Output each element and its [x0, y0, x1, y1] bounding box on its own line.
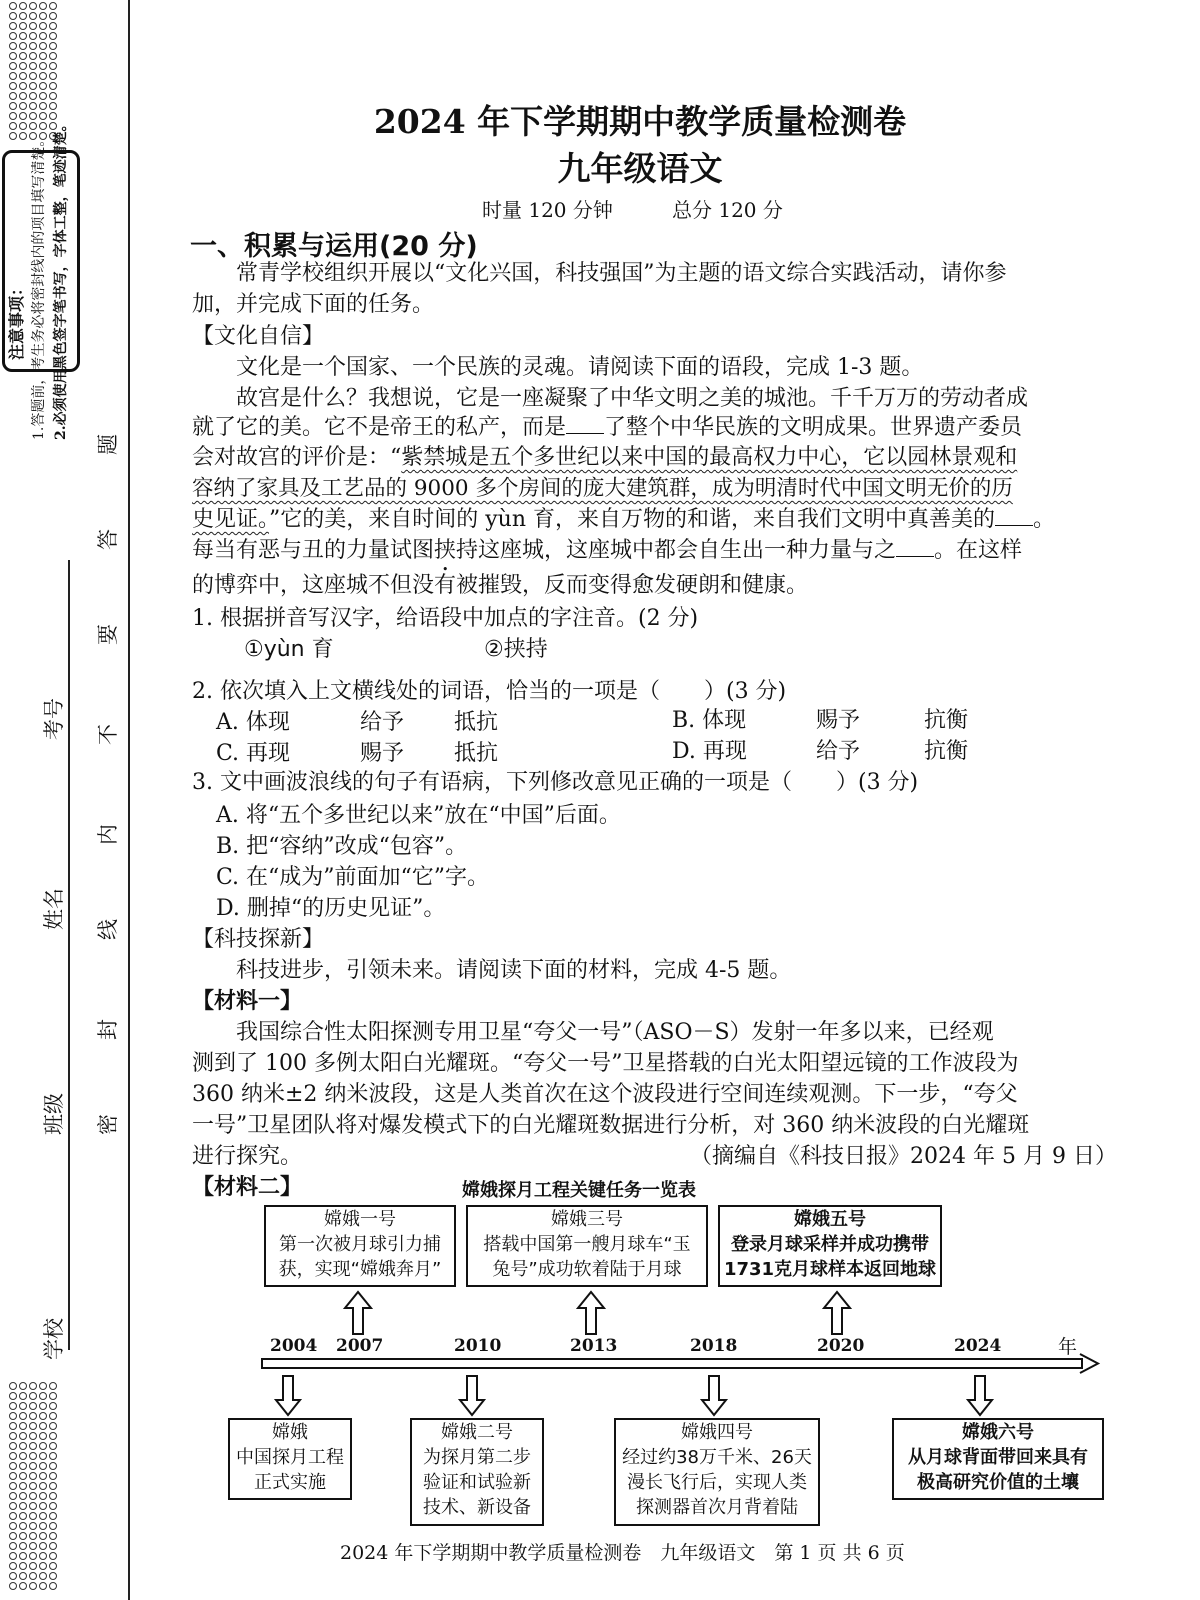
material-1-line: 360 纳米±2 纳米波段，这是人类首次在这个波段进行空间连续观测。下一步，“夸父 [192, 1082, 1018, 1107]
q2-option-b[interactable]: B. 体现 赐予 抗衡 [672, 708, 969, 733]
wavy-sentence: 容纳了家具及工艺品的 9000 多个房间的庞大建筑群，成为明清时代中国文明无价的历 [192, 476, 1013, 501]
question-2: 2. 依次填入上文横线处的词语，恰当的一项是（ ）(3 分) [192, 679, 787, 704]
section-heading: 一、积累与运用(20 分) [190, 231, 478, 262]
timeline-year: 2018 [690, 1336, 738, 1356]
q2-option-a[interactable]: A. 体现 给予 抵抗 [216, 710, 499, 735]
seal-char: 题 [96, 434, 120, 455]
mission-box-chang-e-5: 嫦娥五号 登录月球采样并成功携带 1731克月球样本返回地球 [718, 1205, 942, 1287]
timeline-year: 2013 [570, 1336, 618, 1356]
material-1-line: 我国综合性太阳探测专用卫星“夸父一号”（ASO－S）发射一年多以来，已经观 [236, 1020, 994, 1045]
field-class-label: 班级 [42, 1093, 66, 1135]
notice-title: 注意事项： [7, 279, 26, 360]
arrow-down-icon [276, 1376, 992, 1415]
wavy-sentence: 紫禁城是五个多世纪以来中国的最高权力中心，它以园林景观和 [401, 445, 1018, 470]
field-exam-no-label: 考号 [42, 698, 66, 740]
exam-time: 时量 120 分钟 [482, 198, 613, 222]
passage-line: 故宫是什么？我想说，它是一座凝聚了中华文明之美的城池。千千万万的劳动者成 [236, 386, 1029, 411]
mission-box-chang-e-6: 嫦娥六号 从月球背面带回来具有 极高研究价值的土壤 [892, 1418, 1104, 1500]
timeline-year: 2010 [454, 1336, 502, 1356]
intro-line: 加，并完成下面的任务。 [192, 292, 435, 317]
question-1: 1. 根据拼音写汉字，给语段中加点的字注音。(2 分) [192, 606, 699, 631]
mission-box-chang-e: 嫦娥 中国探月工程 正式实施 [228, 1418, 352, 1500]
subsection-tag: 【科技探新】 [192, 927, 325, 952]
passage-line: 史见证。”它的美，来自时间的 yùn 育，来自万物的和谐，来自我们文明中真善美的 。 [192, 507, 1056, 532]
passage-line: 每当有恶与丑的力量试图挟持这座城，这座城中都会自生出一种力量与之 。在这样 [192, 538, 1023, 563]
timeline-year: 2007 [336, 1336, 384, 1356]
timeline-year: 2024 [954, 1336, 1002, 1356]
exam-title: 2024 年下学期期中教学质量检测卷 [373, 102, 907, 141]
q2-option-d[interactable]: D. 再现 给予 抗衡 [672, 739, 969, 764]
passage-line: 的博弈中，这座城不但没有被摧毁，反而变得愈发硬朗和健康。 [192, 573, 809, 598]
question-3: 3. 文中画波浪线的句子有语病，下列修改意见正确的一项是（ ）(3 分) [192, 770, 919, 795]
mission-box-chang-e-1: 嫦娥一号 第一次被月球引力捕 获，实现“嫦娥奔月” [264, 1205, 456, 1287]
page-footer: 2024 年下学期期中教学质量检测卷 九年级语文 第 1 页 共 6 页 [340, 1542, 905, 1564]
subsection-tag: 【文化自信】 [192, 324, 325, 349]
intro-line: 常青学校组织开展以“文化兴国，科技强国”为主题的语文综合实践活动，请你参 [236, 261, 1007, 286]
material-2-title: 嫦娥探月工程关键任务一览表 [462, 1180, 696, 1201]
seal-char: 封 [96, 1019, 120, 1040]
timeline-unit: 年 [1058, 1336, 1078, 1358]
reading-lead: 科技进步，引领未来。请阅读下面的材料，完成 4-5 题。 [236, 958, 792, 983]
field-name-label: 姓名 [42, 888, 66, 930]
q1-item-a: ①yùn 育 [244, 637, 334, 662]
arrow-up-icon [345, 1292, 850, 1334]
material-2-tag: 【材料二】 [192, 1174, 303, 1200]
timeline-year: 2020 [817, 1336, 865, 1356]
mission-box-chang-e-4: 嫦娥四号 经过约38万千米、26天 漫长飞行后，实现人类 探测器首次月背着陆 [614, 1418, 820, 1526]
material-1-line: 测到了 100 多例太阳白光耀斑。“夸父一号”卫星搭载的白光太阳望远镜的工作波段为 [192, 1051, 1019, 1076]
seal-char: 线 [96, 919, 120, 940]
q3-option-a[interactable]: A. 将“五个多世纪以来”放在“中国”后面。 [216, 803, 621, 828]
material-1-source: （摘编自《科技日报》2024 年 5 月 9 日） [690, 1144, 1117, 1169]
exam-score: 总分 120 分 [672, 198, 783, 222]
q3-option-d[interactable]: D. 删掉“的历史见证”。 [216, 896, 446, 921]
exam-subject: 九年级语文 [557, 149, 723, 188]
q3-option-b[interactable]: B. 把“容纳”改成“包容”。 [216, 834, 468, 859]
material-1-line: 一号”卫星团队将对爆发模式下的白光耀斑数据进行分析，对 360 纳米波段的白光耀斑 [192, 1113, 1030, 1138]
dotted-char: 挟 [434, 538, 457, 563]
notice-item-1: 1.答题前，考生务必将密封线内的项目填写清楚。 [31, 132, 47, 440]
q2-option-c[interactable]: C. 再现 赐予 抵抗 [216, 741, 499, 766]
reading-lead: 文化是一个国家、一个民族的灵魂。请阅读下面的语段，完成 1-3 题。 [236, 355, 924, 380]
wavy-sentence: 史见证。 [192, 507, 270, 532]
seal-char: 密 [96, 1114, 120, 1135]
passage-line: 就了它的美。它不是帝王的私产，而是 了整个中华民族的文明成果。世界遗产委员 [192, 415, 1023, 440]
q1-item-b: ②挟持 [484, 637, 548, 662]
seal-char: 内 [96, 824, 120, 845]
seal-char: 不 [96, 724, 120, 745]
seal-char: 答 [96, 529, 120, 550]
seal-char: 要 [96, 624, 120, 645]
timeline-year: 2004 [270, 1336, 318, 1356]
mission-box-chang-e-2: 嫦娥二号 为探月第二步 验证和试验新 技术、新设备 [410, 1418, 544, 1526]
material-1-line: 进行探究。 [192, 1144, 303, 1169]
passage-line: 会对故宫的评价是：“紫禁城是五个多世纪以来中国的最高权力中心，它以园林景观和 [192, 445, 1018, 470]
timeline-axis [262, 1354, 1098, 1373]
field-school-label: 学校 [42, 1318, 66, 1360]
mission-box-chang-e-3: 嫦娥三号 搭载中国第一艘月球车“玉 兔号”成功软着陆于月球 [466, 1205, 708, 1287]
material-1-tag: 【材料一】 [192, 988, 303, 1014]
notice-item-2: 2.必须使用黑色签字笔书写，字体工整，笔迹清楚。 [53, 117, 69, 440]
q3-option-c[interactable]: C. 在“成为”前面加“它”字。 [216, 865, 490, 890]
